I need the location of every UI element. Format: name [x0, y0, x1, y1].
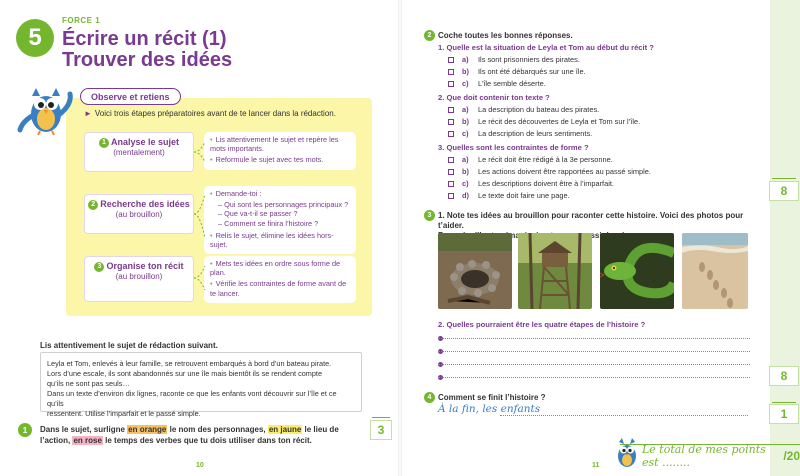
page-number-left: 10: [196, 462, 204, 469]
answer-text[interactable]: À la fin, les enfants: [438, 403, 541, 415]
checkbox-icon[interactable]: [448, 193, 454, 199]
tip-item: • Reformule le sujet avec tes mots.: [210, 155, 350, 164]
option-letter: d): [462, 191, 469, 200]
checkbox-icon[interactable]: [448, 169, 454, 175]
answer-line[interactable]: [438, 338, 750, 339]
option[interactable]: [448, 55, 580, 64]
question-2: 2. Que doit contenir ton texte ?: [438, 93, 550, 102]
subject-line: Lors d’une escale, ils sont abandonnés sur une île mais bientôt ils se rendent compte: [47, 369, 323, 378]
tip-box-analyse: [204, 132, 356, 170]
option[interactable]: [448, 129, 592, 138]
answer-line[interactable]: [438, 351, 750, 352]
step-number: 1: [99, 138, 109, 148]
checkbox-icon[interactable]: [448, 131, 454, 137]
option-letter: b): [462, 167, 469, 176]
chapter-badge: 5: [16, 19, 54, 57]
checkbox-icon[interactable]: [448, 157, 454, 163]
option[interactable]: [448, 179, 614, 188]
subject-line: Dans un texte d’environ dix lignes, raconte ce que les enfants vont découvrir sur l’île et ce qu’ils: [47, 389, 337, 408]
checkbox-icon[interactable]: [448, 57, 454, 63]
tip-box-recherche: [204, 186, 356, 254]
tip-subitem: – Comment se finira l’histoire ?: [218, 218, 319, 228]
question-1: 1. Quelle est la situation de Leyla et Tom au début du récit ?: [438, 43, 654, 52]
option-text: Les descriptions doivent être à l’imparfait.: [478, 179, 614, 188]
step-organise: [84, 256, 194, 302]
option-letter: a): [462, 55, 469, 64]
total-label: Le total de mes points est ........: [642, 442, 766, 469]
score-ex1: 3: [370, 420, 392, 440]
footprints-photo: [682, 233, 748, 309]
answer-line[interactable]: [500, 415, 748, 416]
total-score-bar: [620, 442, 800, 469]
checkbox-icon[interactable]: [448, 69, 454, 75]
owl-mascot-icon: [16, 84, 74, 136]
highlight-yellow: en jaune: [268, 425, 302, 434]
option-text: Le texte doit faire une page.: [478, 191, 570, 200]
ex1-text: Dans le sujet, surligne: [40, 425, 128, 434]
score-ex2: 8: [769, 181, 799, 201]
total-value: /20: [783, 448, 800, 463]
campfire-photo: [438, 233, 512, 309]
score-line: [372, 417, 390, 418]
answer-line[interactable]: [438, 377, 750, 378]
subject-text-box: [40, 352, 362, 418]
tip-box-organise: [204, 256, 356, 303]
answer-line[interactable]: [438, 364, 750, 365]
option[interactable]: [448, 191, 570, 200]
checkbox-icon[interactable]: [448, 119, 454, 125]
option[interactable]: [448, 79, 546, 88]
subject-line: qu’ils ne sont pas seuls…: [47, 379, 130, 388]
checkbox-icon[interactable]: [448, 81, 454, 87]
step-title: Organise ton récit: [106, 261, 184, 271]
option[interactable]: [448, 117, 640, 126]
exercise-4-heading: Comment se finit l’histoire ?: [438, 393, 546, 402]
step-sub: (mentalement): [113, 148, 165, 157]
step-title: Analyse le sujet: [110, 137, 180, 147]
tip-item: • Lis attentivement le sujet et repère les mots importants.: [210, 135, 350, 153]
option-text: La description du bateau des pirates.: [478, 105, 600, 114]
highlight-pink: en rose: [73, 436, 102, 445]
force-label: FORCE 1: [62, 16, 101, 25]
tip-item: • Demande-toi :: [210, 189, 350, 198]
exercise-1-number: 1: [18, 423, 32, 437]
arrow-icon: ►: [84, 109, 92, 118]
retiens-intro: [84, 108, 344, 119]
option-letter: c): [462, 79, 469, 88]
subject-line: Leyla et Tom, enlevés à leur famille, se retrouvent embarqués à bord d’un bateau pirate.: [47, 359, 332, 368]
retiens-intro-text: Voici trois étapes préparatoires avant de te lancer dans la rédaction.: [94, 109, 336, 118]
option[interactable]: [448, 167, 651, 176]
retiens-tab: Observe et retiens: [80, 88, 181, 105]
score-ex3: 8: [769, 366, 799, 386]
option[interactable]: [448, 67, 586, 76]
ex1-text: le lieu de l’action,: [40, 425, 339, 445]
highlight-orange: en orange: [128, 425, 167, 434]
option[interactable]: [448, 155, 613, 164]
checkbox-icon[interactable]: [448, 107, 454, 113]
option-text: Ils ont été débarqués sur une île.: [478, 67, 586, 76]
page-title: Écrire un récit (1): [62, 28, 227, 50]
page-number-right: 11: [592, 462, 600, 469]
score-line: [772, 178, 796, 179]
page-subtitle: Trouver des idées: [62, 49, 233, 71]
owl-mascot-icon: [614, 436, 640, 470]
subject-line: ressentent. Utilise l’imparfait et le passé simple.: [47, 409, 201, 418]
option-letter: b): [462, 67, 469, 76]
option-text: Les actions doivent être rapportées au passé simple.: [478, 167, 651, 176]
step-analyse: [84, 132, 194, 172]
option-text: Le récit des découvertes de Leyla et Tom sur l’île.: [478, 117, 641, 126]
option-text: Le récit doit être rédigé à la 3e personne.: [478, 155, 613, 164]
option-letter: a): [462, 155, 469, 164]
option-text: Ils sont prisonniers des pirates.: [478, 55, 580, 64]
step-recherche: [84, 194, 194, 234]
option-text: La description de leurs sentiments.: [478, 129, 593, 138]
connector-lines: [194, 130, 206, 310]
option-letter: c): [462, 129, 469, 138]
step-sub: (au brouillon): [115, 272, 163, 281]
option-letter: b): [462, 117, 469, 126]
ex1-text: le nom des personnages,: [167, 425, 268, 434]
snake-photo: [600, 233, 674, 309]
option-letter: a): [462, 105, 469, 114]
book-gutter: [398, 0, 402, 476]
step-number: 3: [94, 262, 104, 272]
question-3: 3. Quelles sont les contraintes de forme ?: [438, 143, 589, 152]
tip-item: • Relis le sujet, élimine les idées hors-sujet.: [210, 231, 350, 249]
exercise-4-number: 4: [424, 392, 435, 403]
exercise-2-number: 2: [424, 30, 435, 41]
option-text: L’île semble déserte.: [478, 79, 546, 88]
step-title: Recherche des idées: [100, 199, 190, 209]
score-line: [772, 402, 796, 403]
step-sub: (au brouillon): [115, 210, 163, 219]
tip-item: • Mets tes idées en ordre sous forme de plan.: [210, 259, 350, 277]
tip-subitem: – Qui sont les personnages principaux ?: [218, 200, 349, 210]
exercise-3-line: 1. Note tes idées au brouillon pour raconter cette histoire. Voici des photos pour t’aider.: [438, 211, 744, 230]
treehouse-photo: [518, 233, 592, 309]
tip-item: • Vérifie les contraintes de forme avant de te lancer.: [210, 279, 350, 297]
score-ex4: 1: [769, 404, 799, 424]
step-number: 2: [88, 200, 98, 210]
ex1-text: le temps des verbes que tu dois utiliser dans ton récit.: [102, 436, 312, 445]
lis-heading: Lis attentivement le sujet de rédaction suivant.: [40, 341, 218, 350]
exercise-2-heading: Coche toutes les bonnes réponses.: [438, 31, 573, 40]
exercise-3-question-2: 2. Quelles pourraient être les quatre étapes de l’histoire ?: [438, 320, 646, 329]
option-letter: c): [462, 179, 469, 188]
option[interactable]: [448, 105, 599, 114]
exercise-3-number: 3: [424, 210, 435, 221]
tip-subitem: – Que va-t-il se passer ?: [218, 209, 298, 219]
exercise-1-instruction: [40, 424, 370, 446]
checkbox-icon[interactable]: [448, 181, 454, 187]
